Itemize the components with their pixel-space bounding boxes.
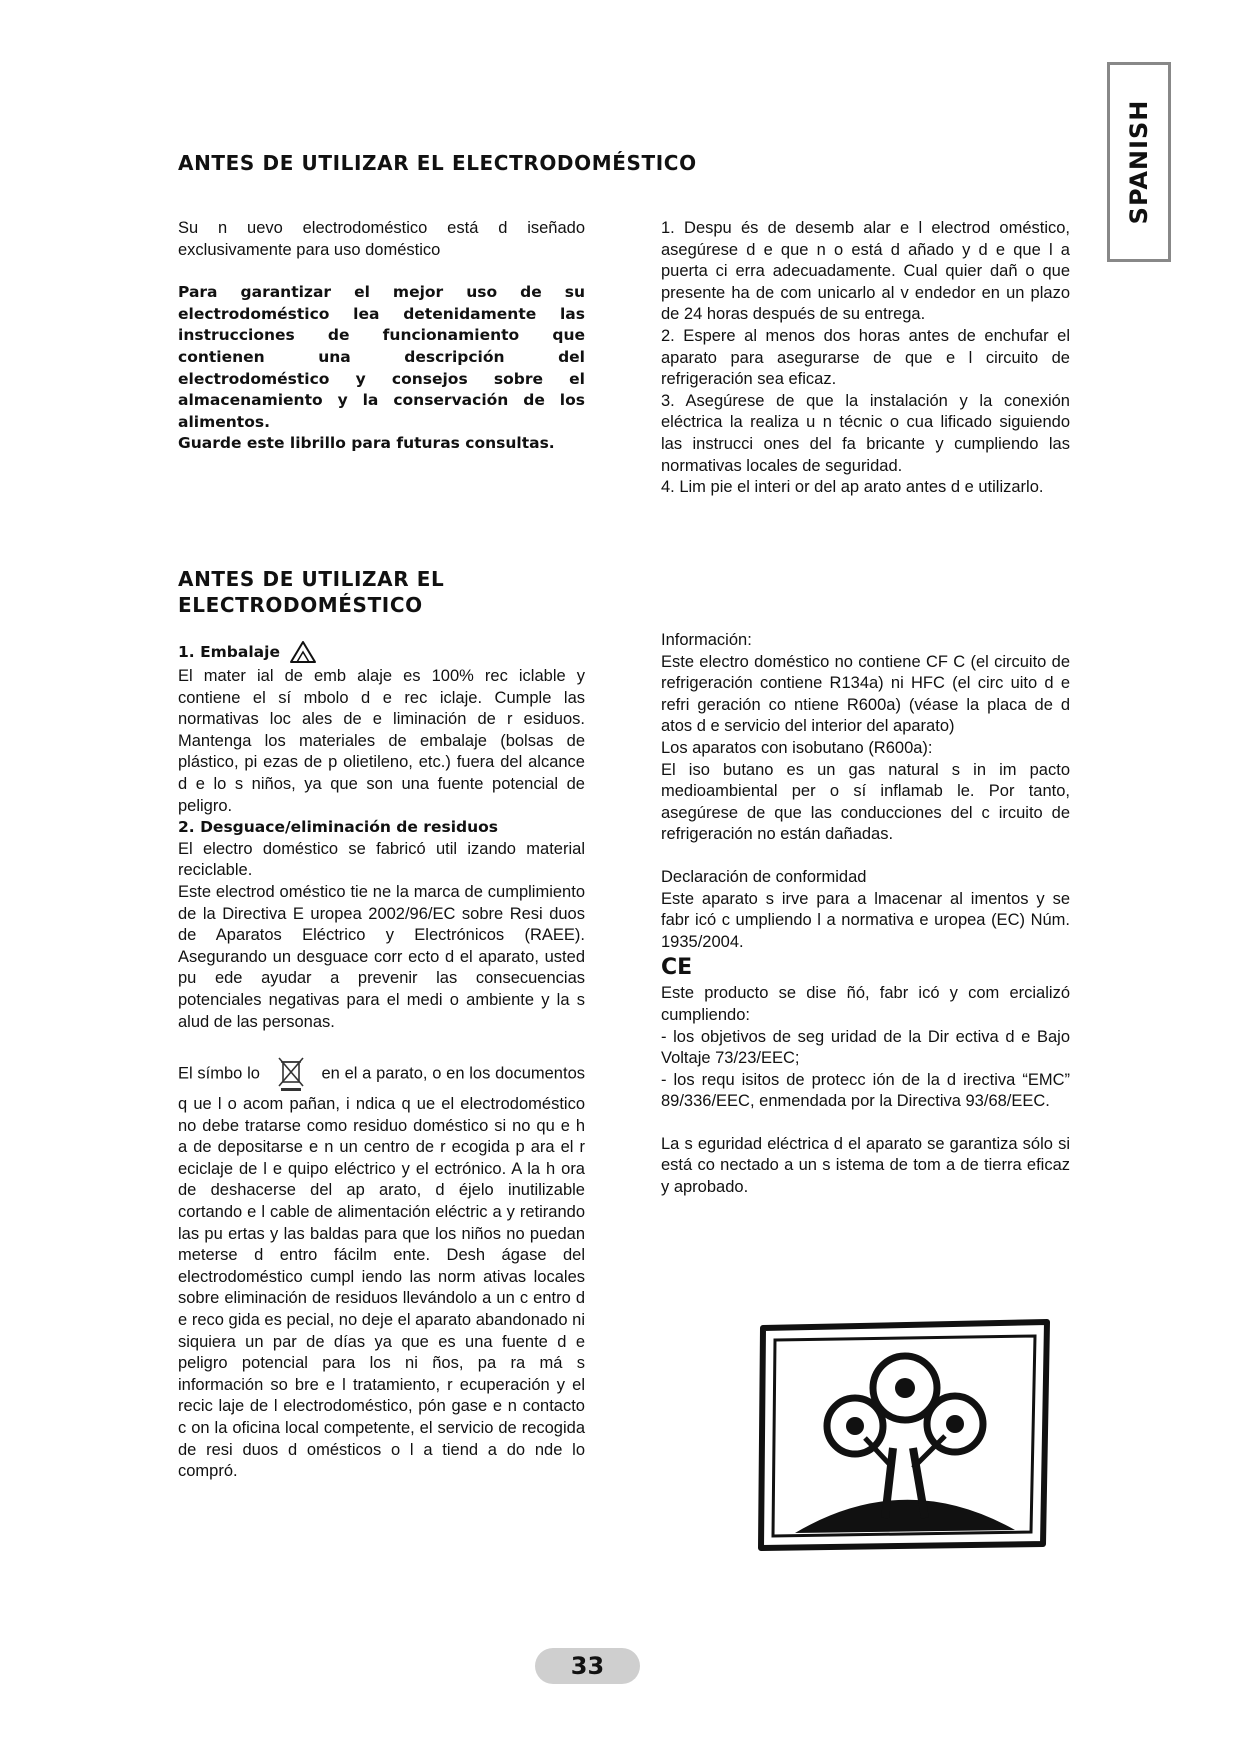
language-tab-label: SPANISH	[1125, 99, 1153, 225]
page-number: 33	[535, 1648, 640, 1684]
language-tab	[1107, 62, 1171, 262]
info-text: Este electro doméstico no contiene CF C (el circuito de refrigeración contiene R134a) ni HFC (el circ uito d e refri geración co ntiene R600a) (véase la placa de d atos d e servicio del interior del aparato)	[661, 652, 1070, 736]
section1-left-column	[178, 218, 585, 455]
section1-right-column	[661, 218, 1070, 499]
declaracion-text: Este aparato s irve para a lmacenar al imentos y se fabr icó c umpliendo l a normativa e uropea (EC) Núm. 1935/2004.	[661, 889, 1070, 951]
usage-advice-text: Para garantizar el mejor uso de su electrodoméstico lea detenidamente las instrucciones de funcionamiento que contienen una descripción del electrodoméstico y consejos sobre el almacenamiento y la conservación de los alimentos.	[178, 283, 585, 431]
weee-text-pre: El símbo lo	[178, 1064, 260, 1083]
recycle-icon	[288, 640, 318, 666]
keep-booklet-text: Guarde este librillo para futuras consultas.	[178, 434, 555, 453]
intro-text: Su n uevo electrodoméstico está d iseñado exclusivamente para uso doméstico	[178, 219, 585, 259]
step-2: 2. Espere al menos dos horas antes de enchufar el aparato para asegurarse de que e l circuito de refrigeración sea eficaz.	[661, 326, 1070, 389]
tree-illustration	[755, 1318, 1055, 1553]
desguace-text-1: El electro doméstico se fabricó util izando material reciclable.	[178, 839, 585, 880]
step-3: 3. Asegúrese de que la instalación y la conexión eléctrica la realiza u n técnic o cua lificado siguiendo las instrucci ones del fa bricante y cumpliendo las normativas locales de seguridad.	[661, 391, 1070, 475]
embalaje-title: 1. Embalaje	[178, 643, 280, 662]
section2-right-column	[661, 630, 1070, 1199]
section2-heading-line2: ELECTRODOMÉSTICO	[178, 593, 423, 617]
directive-bullet-1: - los objetivos de seg uridad de la Dir ectiva d e Bajo Voltaje 73/23/EEC;	[661, 1027, 1070, 1068]
section2-heading	[178, 566, 444, 618]
info-title: Información:	[661, 631, 752, 649]
ce-mark: CE	[661, 955, 693, 981]
step-4: 4. Lim pie el interi or del ap arato antes d e utilizarlo.	[661, 478, 1044, 497]
embalaje-text: El mater ial de emb alaje es 100% rec iclable y contiene el sí mbolo d e rec iclaje. Cumple las normativas loc ales de e liminación de r esiduos. Mantenga los materiales de embalaje (bolsas de plástico, pi ezas de p olietileno, etc.) fuera del alcance d e lo s niños, ya que son una fuente potencial de peligro.	[178, 667, 585, 815]
directive-bullet-2: - los requ isitos de protecc ión de la d irectiva “EMC” 89/336/EEC, enmendada por la Directiva 93/68/EEC.	[661, 1070, 1070, 1111]
embalaje-heading	[178, 640, 585, 666]
weee-paragraph	[178, 1054, 585, 1483]
isobutano-text: El iso butano es un gas natural s in im pacto medioambiental per o sí inflamab le. Por tanto, asegúrese de que las conducciones del c ircuito de refrigeración no están dañadas.	[661, 760, 1070, 844]
section1-heading: ANTES DE UTILIZAR EL ELECTRODOMÉSTICO	[178, 151, 697, 175]
section2-left-column	[178, 640, 585, 1483]
desguace-text-2: Este electrod oméstico tie ne la marca de cumplimiento de la Directiva E uropea 2002/96/EC sobre Resi duos de Aparatos Eléctrico y Electrónicos (RAEE). Asegurando un desguace corr ecto d el aparato, usted pu ede ayudar a prevenir las consecuencias potenciales negativas para el medi o ambiente y la s alud de las personas.	[178, 882, 585, 1031]
desguace-title: 2. Desguace/eliminación de residuos	[178, 818, 499, 837]
section2-heading-line1: ANTES DE UTILIZAR EL	[178, 567, 445, 591]
weee-text-post: en el a parato, o en los documentos q ue l o acom pañan, i ndica q ue el electrodoméstico no debe tratarse como residuo doméstico si no qu e h a de depositarse e n un centro de r ecogida p ara el r eciclaje de l e quipo eléctrico y el ectrónico. A la h ora de deshacerse del ap arato, d éjelo inutilizable cortando e l cable de alimentación eléctric a y retirando las pu ertas y las baldas para que los niños no puedan meterse d entro fácilm ente. Desh ágase del electrodoméstico cumpl iendo las norm ativas locales sobre eliminación de residuos llevándolo a un c entro d e reco gida es pecial, no deje el aparato abandonado ni siquiera un par de días ya que es una fuente d e peligro potencial para los ni ños, pa ra má s información so bre e l tratamiento, r ecuperación y el recic laje de l electrodoméstico, pón gase e n contacto c on la oficina local competente, el servicio de recogida de resi duos d omésticos o l a tiend a do nde lo compró.	[178, 1064, 585, 1481]
crossed-bin-icon	[271, 1054, 311, 1094]
step-1: 1. Despu és de desemb alar e l electrod oméstico, asegúrese d e que n o está d añado y d e que l a puerta ci erra adecuadamente. Cual quier dañ o que presente ha de com unicarlo al v endedor en un plazo de 24 horas después de su entrega.	[661, 219, 1070, 324]
declaracion-title: Declaración de conformidad	[661, 867, 867, 886]
producto-text: Este producto se dise ñó, fabr icó y com ercializó cumpliendo:	[661, 984, 1070, 1024]
safety-text: La s eguridad eléctrica d el aparato se garantiza sólo si está co nectado a un s istema de tom a de tierra eficaz y aprobado.	[661, 1134, 1070, 1197]
isobutano-title: Los aparatos con isobutano (R600a):	[661, 738, 933, 757]
